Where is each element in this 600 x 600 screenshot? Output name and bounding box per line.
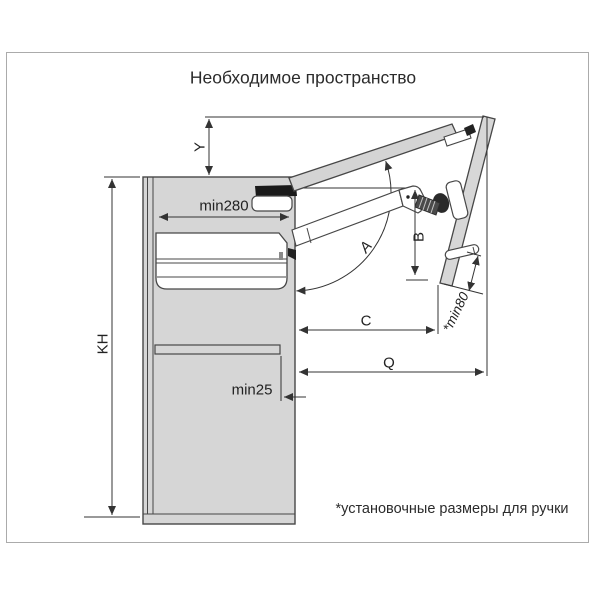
housing-label-mark bbox=[279, 252, 283, 260]
dim-label-min280: min280 bbox=[199, 197, 249, 215]
dim-label-q: Q bbox=[383, 354, 395, 372]
dim-label-c: C bbox=[360, 312, 372, 330]
arm-pivot-dot bbox=[406, 195, 409, 198]
upper-lever-arm bbox=[289, 124, 457, 191]
shelf bbox=[155, 345, 280, 354]
dim-label-y: Y bbox=[191, 141, 209, 153]
cabinet bbox=[143, 177, 297, 524]
dim-label-min80: *min80 bbox=[439, 289, 472, 335]
page-title: Необходимое пространство bbox=[189, 67, 417, 88]
front-fitting-bracket bbox=[252, 196, 292, 211]
lift-arm-assembly bbox=[289, 116, 495, 286]
lift-mechanism-housing bbox=[156, 233, 287, 289]
front-fitting-dark bbox=[255, 185, 297, 197]
dim-label-kh: KH bbox=[94, 333, 112, 355]
dim-label-min25: min25 bbox=[231, 381, 273, 399]
dim-label-a: A bbox=[356, 237, 376, 257]
dim-min80-line bbox=[469, 256, 478, 291]
lower-arm-bar bbox=[292, 190, 403, 246]
dim-label-b: B bbox=[410, 231, 428, 243]
footnote: *установочные размеры для ручки bbox=[335, 501, 569, 517]
